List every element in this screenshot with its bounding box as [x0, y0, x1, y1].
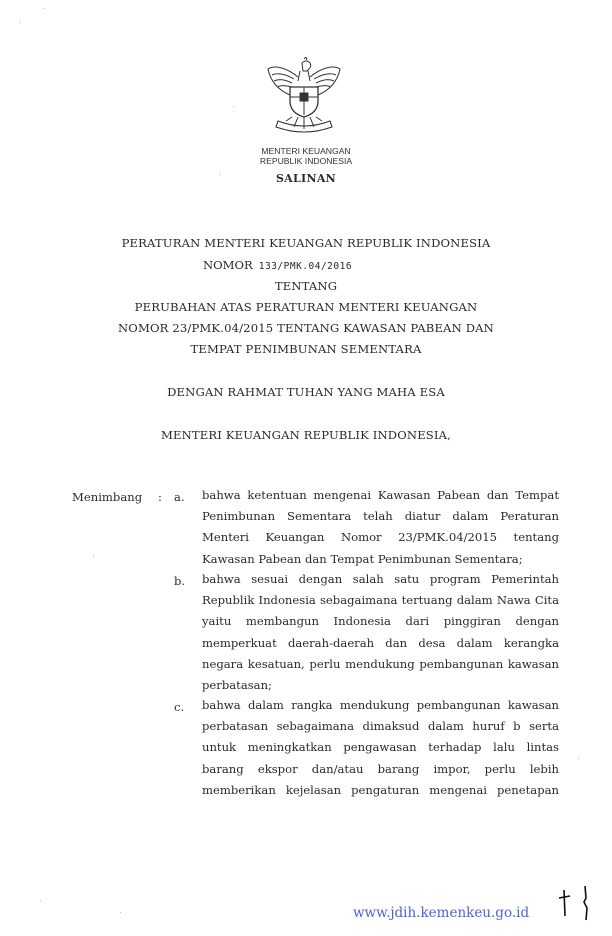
regulation-title: PERATURAN MENTERI KEUANGAN REPUBLIK INDONESIA	[121, 236, 491, 250]
subject-line-3: TEMPAT PENIMBUNAN SEMENTARA	[190, 342, 422, 356]
jdih-website-link[interactable]: www.jdih.kemenkeu.go.id	[353, 905, 530, 921]
regulation-number	[203, 258, 352, 272]
authority-line: MENTERI KEUANGAN REPUBLIK INDONESIA,	[160, 428, 451, 442]
subject-line-1: PERUBAHAN ATAS PERATURAN MENTERI KEUANGAN	[134, 300, 478, 314]
nomor-value: 133/PMK.04/2016	[258, 261, 353, 272]
blessing-line: DENGAN RAHMAT TUHAN YANG MAHA ESA	[167, 385, 445, 399]
item-marker-a: a.	[174, 490, 185, 504]
tentang-label: TENTANG	[274, 279, 338, 293]
consideration-item-c: bahwa dalam rangka mendukung pembangunan kawasan perbatasan sebagaimana dimaksud dalam huruf b serta untuk meningkatkan pengawasan terhadap lalu lintas barang ekspor dan/atau barang impor, perlu lebih memberikan kejelasan pengaturan mengenai penetapan	[202, 698, 559, 797]
consideration-item-a: bahwa ketentuan mengenai Kawasan Pabean dan Tempat Penimbunan Sementara telah diatur dalam Peraturan Menteri Keuangan Nomor 23/PMK.04/2015 tentang Kawasan Pabean dan Tempat Penimbunan Sementara;	[202, 488, 559, 566]
ministry-name-line2: REPUBLIK INDONESIA	[259, 156, 353, 166]
ministry-name-line1: MENTERI KEUANGAN	[261, 146, 351, 156]
item-marker-b: b.	[174, 574, 186, 588]
garuda-emblem-icon	[264, 57, 344, 141]
subject-line-2: NOMOR 23/PMK.04/2015 TENTANG KAWASAN PABEAN DAN	[118, 321, 494, 335]
section-separator: :	[158, 490, 162, 504]
item-marker-c: c.	[174, 700, 185, 714]
nomor-label: NOMOR	[203, 258, 253, 272]
handwritten-initials-icon	[555, 884, 595, 924]
copy-label: SALINAN	[275, 172, 337, 185]
section-label-menimbang: Menimbang	[72, 490, 143, 504]
consideration-item-b: bahwa sesuai dengan salah satu program Pemerintah Republik Indonesia sebagaimana tertuang dalam Nawa Cita yaitu membangun Indonesia dari pinggiran dengan memperkuat daerah-daerah dan desa dalam kerangka negara kesatuan, perlu mendukung pembangunan kawasan perbatasan;	[202, 572, 559, 693]
